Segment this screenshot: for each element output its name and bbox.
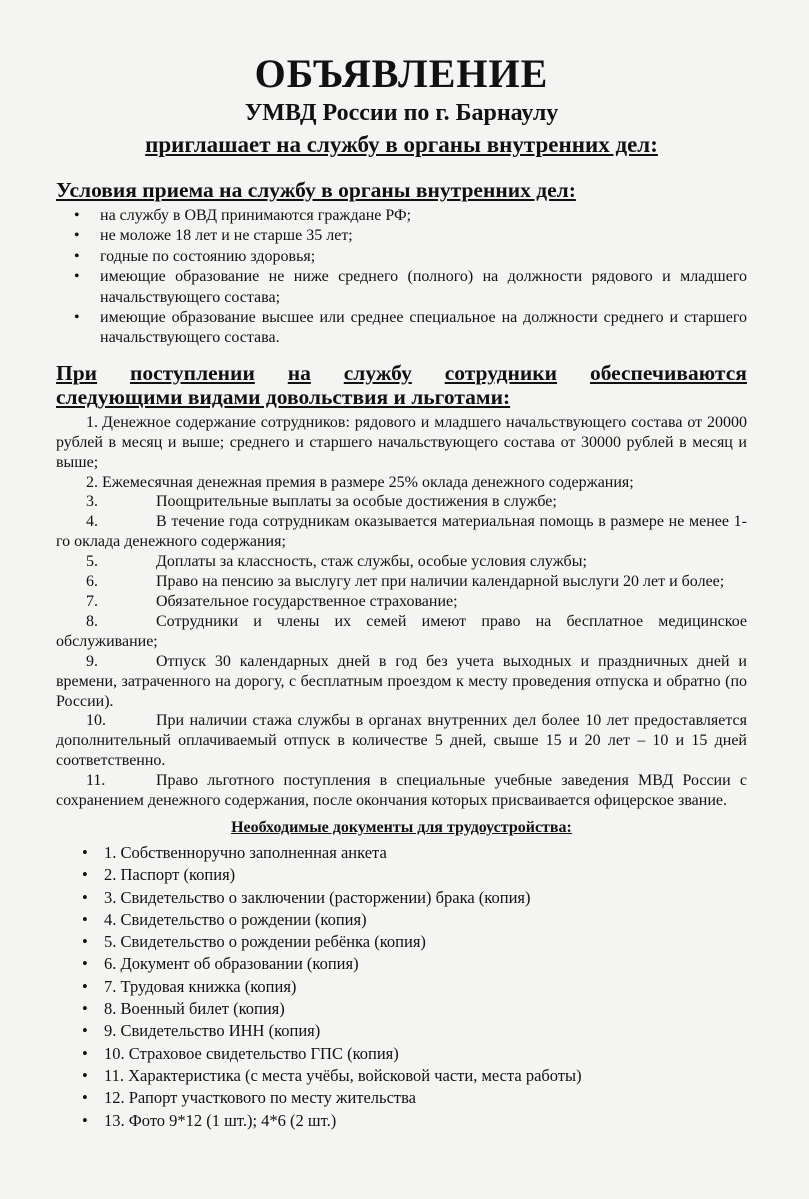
heading-word: При: [56, 360, 98, 385]
benefit-item: [56, 572, 747, 592]
benefit-number: 9.: [86, 652, 98, 670]
benefit-item: [56, 771, 747, 811]
benefit-item: [56, 512, 747, 552]
benefit-item: [56, 492, 747, 512]
heading-word: службу: [343, 360, 412, 385]
document-item: • 9. Свидетельство ИНН (копия): [104, 1020, 747, 1042]
document-item: • 6. Документ об образовании (копия): [104, 953, 747, 975]
benefit-text: В течение года сотрудникам оказывается материальная помощь в размере не менее 1-го оклада денежного содержания;: [56, 513, 747, 551]
condition-item: • имеющие образование высшее или среднее специальное на должности среднего и старшего начальствующего состава.: [100, 308, 747, 349]
benefit-text: Денежное содержание сотрудников: рядового и младшего начальствующего состава от 20000 рублей в месяц и выше; среднего и старшего начальствующего состава от 30000 рублей в месяц и выше;: [56, 413, 747, 471]
benefit-number: 7.: [86, 593, 98, 610]
benefit-number: 10.: [86, 712, 106, 730]
condition-item: • имеющие образование не ниже среднего (полного) на должности рядового и младшего начальствующего состава;: [100, 267, 747, 308]
benefit-number: 8.: [86, 612, 98, 630]
condition-item: • на службу в ОВД принимаются граждане РФ;: [100, 206, 747, 226]
benefit-item: [56, 592, 747, 612]
benefits-heading: [56, 361, 747, 409]
benefits-list: [56, 413, 747, 811]
condition-item: • не моложе 18 лет и не старше 35 лет;: [100, 226, 747, 246]
benefits-heading-line1: [56, 361, 747, 385]
benefit-number: 2.: [86, 473, 98, 491]
document-item: • 13. Фото 9*12 (1 шт.); 4*6 (2 шт.): [104, 1110, 747, 1132]
benefit-number: 5.: [86, 553, 98, 571]
invitation-line: приглашает на службу в органы внутренних дел:: [145, 132, 658, 157]
document-item: • 8. Военный билет (копия): [104, 998, 747, 1020]
document-item: • 10. Страховое свидетельство ГПС (копия): [104, 1043, 747, 1065]
heading-word: поступлении: [129, 360, 255, 385]
benefit-item: [56, 652, 747, 712]
documents-heading: Необходимые документы для трудоустройства:: [231, 818, 572, 836]
condition-item: • годные по состоянию здоровья;: [100, 247, 747, 267]
benefit-text: Ежемесячная денежная премия в размере 25% оклада денежного содержания;: [102, 473, 634, 491]
benefit-number: 4.: [86, 513, 98, 531]
benefit-number: 1.: [86, 413, 98, 431]
benefit-number: 11.: [86, 772, 106, 790]
benefit-item: [56, 612, 747, 652]
conditions-heading: Условия приема на службу в органы внутренних дел:: [56, 178, 576, 202]
benefit-text: Право на пенсию за выслугу лет при наличии календарной выслуги 20 лет и более;: [156, 573, 725, 591]
document-item: • 7. Трудовая книжка (копия): [104, 976, 747, 998]
benefit-text: Отпуск 30 календарных дней в год без учета выходных и праздничных дней и времени, затраченного на дорогу, с бесплатным проездом к месту проведения отпуска и обратно (по России).: [56, 652, 747, 710]
benefit-text: Поощрительные выплаты за особые достижения в службе;: [156, 493, 557, 511]
benefit-item: [56, 552, 747, 572]
documents-list: [56, 842, 747, 1132]
document-item: • 3. Свидетельство о заключении (расторжении) брака (копия): [104, 887, 747, 909]
heading-word: обеспечиваются: [589, 360, 747, 385]
benefit-item: [56, 473, 747, 493]
document-item: • 5. Свидетельство о рождении ребёнка (копия): [104, 931, 747, 953]
benefit-text: Обязательное государственное страхование;: [156, 593, 458, 610]
document-item: • 1. Собственноручно заполненная анкета: [104, 842, 747, 864]
conditions-list: [56, 206, 747, 349]
benefits-heading-line2: следующими видами довольствия и льготами:: [56, 384, 511, 409]
benefit-number: 3.: [86, 493, 98, 511]
benefit-text: Доплаты за классность, стаж службы, особые условия службы;: [156, 553, 587, 571]
document-title: ОБЪЯВЛЕНИЕ: [254, 51, 549, 96]
benefit-item: [56, 413, 747, 473]
organization-name: УМВД России по г. Барнаулу: [244, 100, 559, 126]
benefit-number: 6.: [86, 573, 98, 591]
benefit-text: Сотрудники и члены их семей имеют право на бесплатное медицинское обслуживание;: [56, 612, 747, 650]
heading-word: на: [287, 360, 311, 385]
benefit-item: [56, 711, 747, 771]
document-item: • 2. Паспорт (копия): [104, 864, 747, 886]
benefit-text: При наличии стажа службы в органах внутренних дел более 10 лет предоставляется дополнительный оплачиваемый отпуск в количестве 5 дней, свыше 15 и 20 лет – 10 и 15 дней соответственно.: [56, 712, 747, 770]
document-item: • 11. Характеристика (с места учёбы, войсковой части, места работы): [104, 1065, 747, 1087]
benefit-text: Право льготного поступления в специальные учебные заведения МВД России с сохранением денежного содержания, после окончания которых присваивается офицерское звание.: [56, 772, 747, 810]
heading-word: сотрудники: [444, 360, 558, 385]
document-item: • 12. Рапорт участкового по месту жительства: [104, 1087, 747, 1109]
document-item: • 4. Свидетельство о рождении (копия): [104, 909, 747, 931]
